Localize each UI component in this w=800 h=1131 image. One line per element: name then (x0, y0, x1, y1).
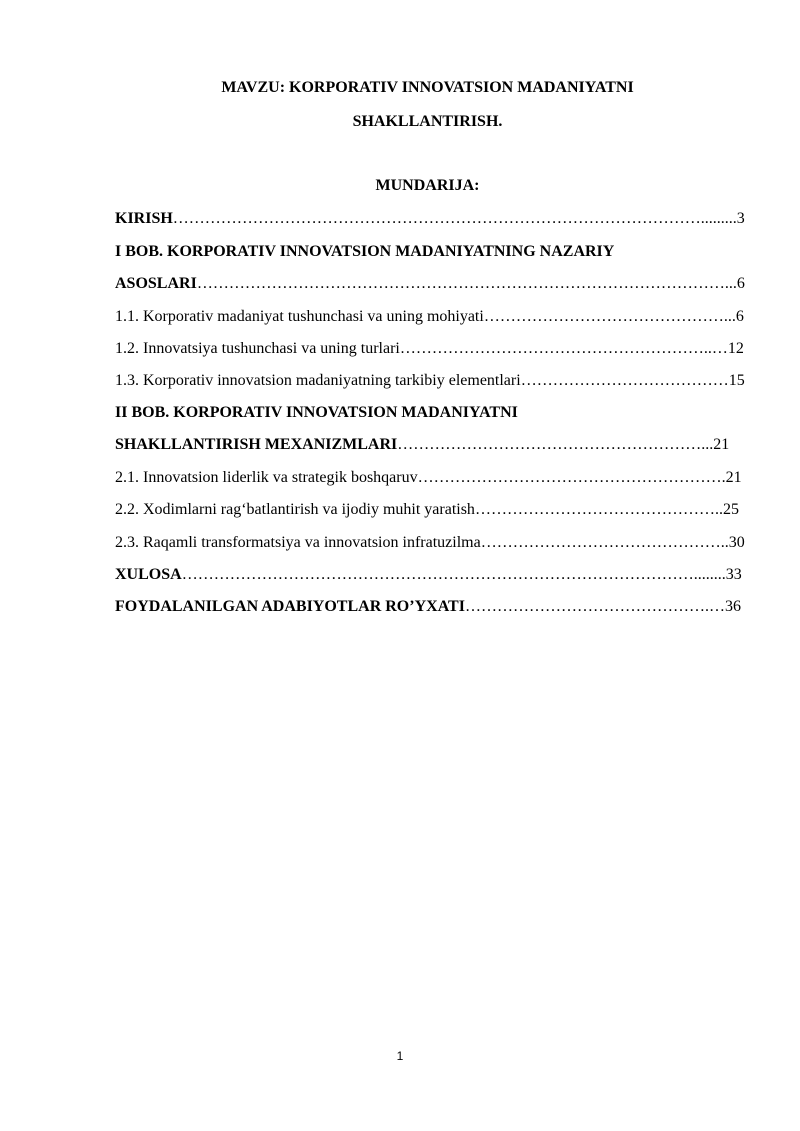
toc-entry-chapter-1-line-1[interactable] (115, 242, 614, 262)
toc-entry-label: 1.1. Korporativ madaniyat tushunchasi va uning mohiyati (115, 308, 484, 325)
toc-entry-1-2[interactable] (115, 339, 744, 359)
toc-page-number: 6 (736, 275, 745, 292)
toc-dot-leader: ………………………………………………………………………………………... (196, 275, 737, 292)
toc-entry-label: 1.3. Korporativ innovatsion madaniyatning tarkibiy elementlari (115, 372, 521, 389)
toc-entry-xulosa[interactable] (115, 565, 742, 585)
toc-page-number: 12 (727, 340, 744, 357)
contents-heading: MUNDARIJA: (375, 177, 480, 194)
toc-entry-1-3[interactable] (115, 371, 745, 391)
toc-dot-leader: ……………………………………….. (474, 501, 723, 518)
toc-page-number: 15 (728, 372, 745, 389)
toc-page-number: 21 (713, 436, 730, 453)
toc-entry-chapter-2-line-2[interactable] (115, 435, 729, 455)
toc-page-number: 21 (725, 469, 742, 486)
toc-entry-label: 2.1. Innovatsion liderlik va strategik boshqaruv (115, 469, 418, 486)
toc-page-number: 30 (728, 534, 745, 551)
toc-entry-chapter-1-line-2[interactable] (115, 274, 745, 294)
toc-dot-leader: …………………………………………………..… (399, 340, 728, 357)
toc-entry-2-2[interactable] (115, 500, 739, 520)
toc-dot-leader: ……………………………………….… (464, 598, 725, 615)
toc-entry-label: 2.2. Xodimlarni rag‘batlantirish va ijodiy muhit yaratish (115, 501, 475, 518)
toc-dot-leader: ……………………………………………………………………………………........ (181, 566, 726, 583)
toc-entry-label: 1.2. Innovatsiya tushunchasi va uning turlari (115, 340, 400, 357)
toc-dot-leader: …………………………………………………... (397, 436, 714, 453)
toc-entry-label: KIRISH (115, 210, 173, 227)
toc-dot-leader: ……………………………………….. (480, 534, 729, 551)
toc-entry-1-1[interactable] (115, 307, 744, 327)
toc-entry-references[interactable] (115, 597, 741, 617)
toc-dot-leader: ………………………………………... (483, 308, 736, 325)
toc-entry-kirish[interactable] (115, 209, 745, 229)
toc-entry-2-3[interactable] (115, 533, 745, 553)
toc-page-number: 6 (735, 308, 744, 325)
toc-entry-label: ASOSLARI (115, 275, 197, 292)
toc-entry-label: SHAKLLANTIRISH MEXANIZMLARI (115, 436, 398, 453)
toc-entry-label: I BOB. KORPORATIV INNOVATSION MADANIYATNING NAZARIY (115, 243, 615, 260)
toc-entry-label: 2.3. Raqamli transformatsiya va innovatsion infratuzilma (115, 534, 481, 551)
toc-entry-label: FOYDALANILGAN ADABIYOTLAR RO’YXATI (115, 598, 465, 615)
toc-dot-leader: ………………………………………………………………………………………......... (172, 210, 737, 227)
document-title-line-1: MAVZU: KORPORATIV INNOVATSION MADANIYATNI (221, 79, 634, 96)
toc-page-number: 3 (736, 210, 745, 227)
toc-dot-leader: …………………………………………………. (417, 469, 726, 486)
toc-page-number: 36 (724, 598, 741, 615)
toc-entry-2-1[interactable] (115, 468, 742, 488)
toc-page-number: 25 (722, 501, 739, 518)
toc-page-number: 33 (725, 566, 742, 583)
toc-entry-label: XULOSA (115, 566, 182, 583)
toc-dot-leader: ………………………………… (520, 372, 729, 389)
document-title-line-2: SHAKLLANTIRISH. (352, 113, 503, 130)
page-number: 1 (396, 1049, 404, 1063)
toc-entry-chapter-2-line-1[interactable] (115, 403, 518, 423)
toc-entry-label: II BOB. KORPORATIV INNOVATSION MADANIYATNI (115, 404, 518, 421)
